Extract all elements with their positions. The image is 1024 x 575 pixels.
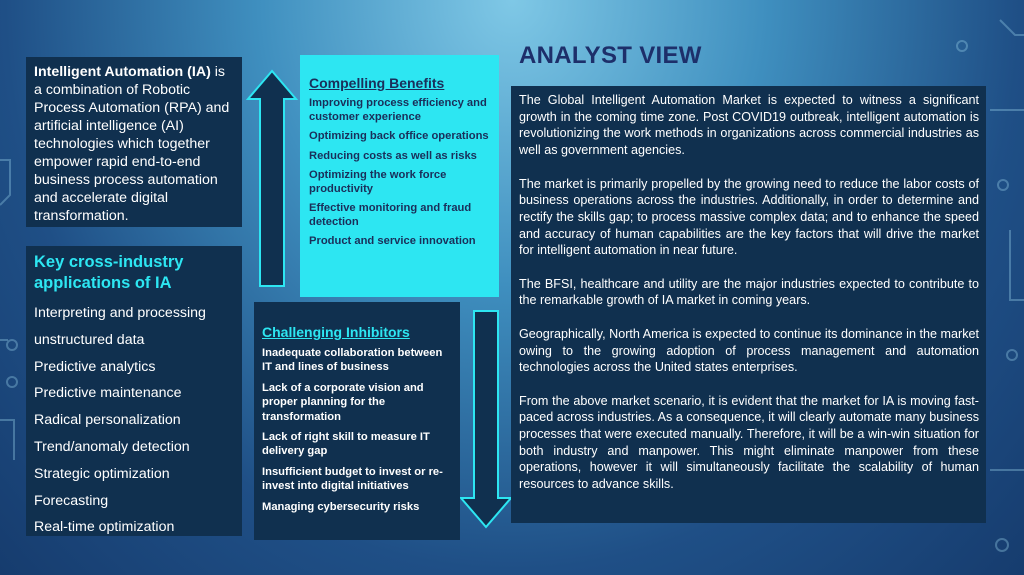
- ia-definition-box: [26, 57, 242, 227]
- analyst-paragraph: From the above market scenario, it is evident that the market for IA is moving fast-paced across industries. As a consequence, it will clearly automate many business processes that were executed manually. Therefore, it will be a win-win situation for both industry and manpower. This might eliminate manpower from these operations, however it will simultaneously facilitate the scalability of human resources to advance skills.: [519, 393, 979, 492]
- applications-box: [26, 246, 242, 536]
- application-item: Forecasting: [34, 492, 109, 509]
- benefit-item: Optimizing the work force productivity: [309, 169, 447, 195]
- application-item: Strategic optimization: [34, 465, 170, 482]
- analyst-view-box: [511, 86, 986, 523]
- benefit-item: Product and service innovation: [309, 235, 476, 247]
- up-arrow-icon: [245, 68, 299, 290]
- analyst-paragraph: Geographically, North America is expected to continue its dominance in the market owing to the growing adoption of process management and automation technologies across the United states enterprises.: [519, 326, 979, 375]
- application-item: Radical personalization: [34, 412, 181, 429]
- inhibitors-box: [254, 302, 460, 540]
- inhibitor-item: Lack of a corporate vision and proper planning for the transformation: [262, 381, 424, 423]
- application-item: Predictive maintenance: [34, 385, 182, 402]
- ia-definition-term: Intelligent Automation (IA): [34, 64, 211, 80]
- analyst-view-title: ANALYST VIEW: [519, 42, 702, 69]
- application-item: unstructured data: [34, 331, 145, 348]
- benefits-title: Compelling Benefits: [309, 75, 445, 91]
- benefit-item: Improving process efficiency and customer experience: [309, 97, 487, 123]
- ia-definition-text: is a combination of Robotic Process Automation (RPA) and artificial intelligence (AI) technologies which together empower rapid end-to-end business process automation and accelerate digital transformation.: [34, 64, 230, 224]
- analyst-paragraph: The market is primarily propelled by the growing need to reduce the labor costs of business operations across the industries. Additionally, in order to determine and rectify the skills gap; to process massive complex data; and to enhance the speed and accuracy of human capabilities are the key factors that will drive the market for intelligent automation in near future.: [519, 176, 979, 258]
- applications-title: Key cross-industry applications of IA: [34, 253, 184, 292]
- application-item: Interpreting and processing: [34, 305, 206, 321]
- application-item: Trend/anomaly detection: [34, 438, 190, 455]
- inhibitor-item: Inadequate collaboration between IT and lines of business: [262, 347, 443, 374]
- application-item: Predictive analytics: [34, 358, 156, 375]
- application-item: Real-time optimization: [34, 519, 175, 536]
- benefit-item: Reducing costs as well as risks: [309, 149, 477, 162]
- benefit-item: Effective monitoring and fraud detection: [309, 202, 472, 228]
- analyst-paragraph: The BFSI, healthcare and utility are the major industries expected to contribute to the remarkable growth of IA market in coming years.: [519, 276, 979, 308]
- analyst-paragraph: The Global Intelligent Automation Market is expected to witness a significant growth in the coming time zone. Post COVID19 outbreak, intelligent automation is revolutionizing the work methods in organizations across commercial industries as well as government agencies.: [519, 93, 979, 158]
- benefit-item: Optimizing back office operations: [309, 130, 489, 142]
- benefits-box: [300, 55, 499, 297]
- inhibitor-item: Insufficient budget to invest or re-invest into digital initiatives: [262, 465, 443, 493]
- down-arrow-icon: [460, 308, 514, 530]
- inhibitors-title: Challenging Inhibitors: [262, 324, 410, 340]
- inhibitor-item: Managing cybersecurity risks: [262, 500, 420, 513]
- inhibitor-item: Lack of right skill to measure IT delivery gap: [262, 431, 430, 458]
